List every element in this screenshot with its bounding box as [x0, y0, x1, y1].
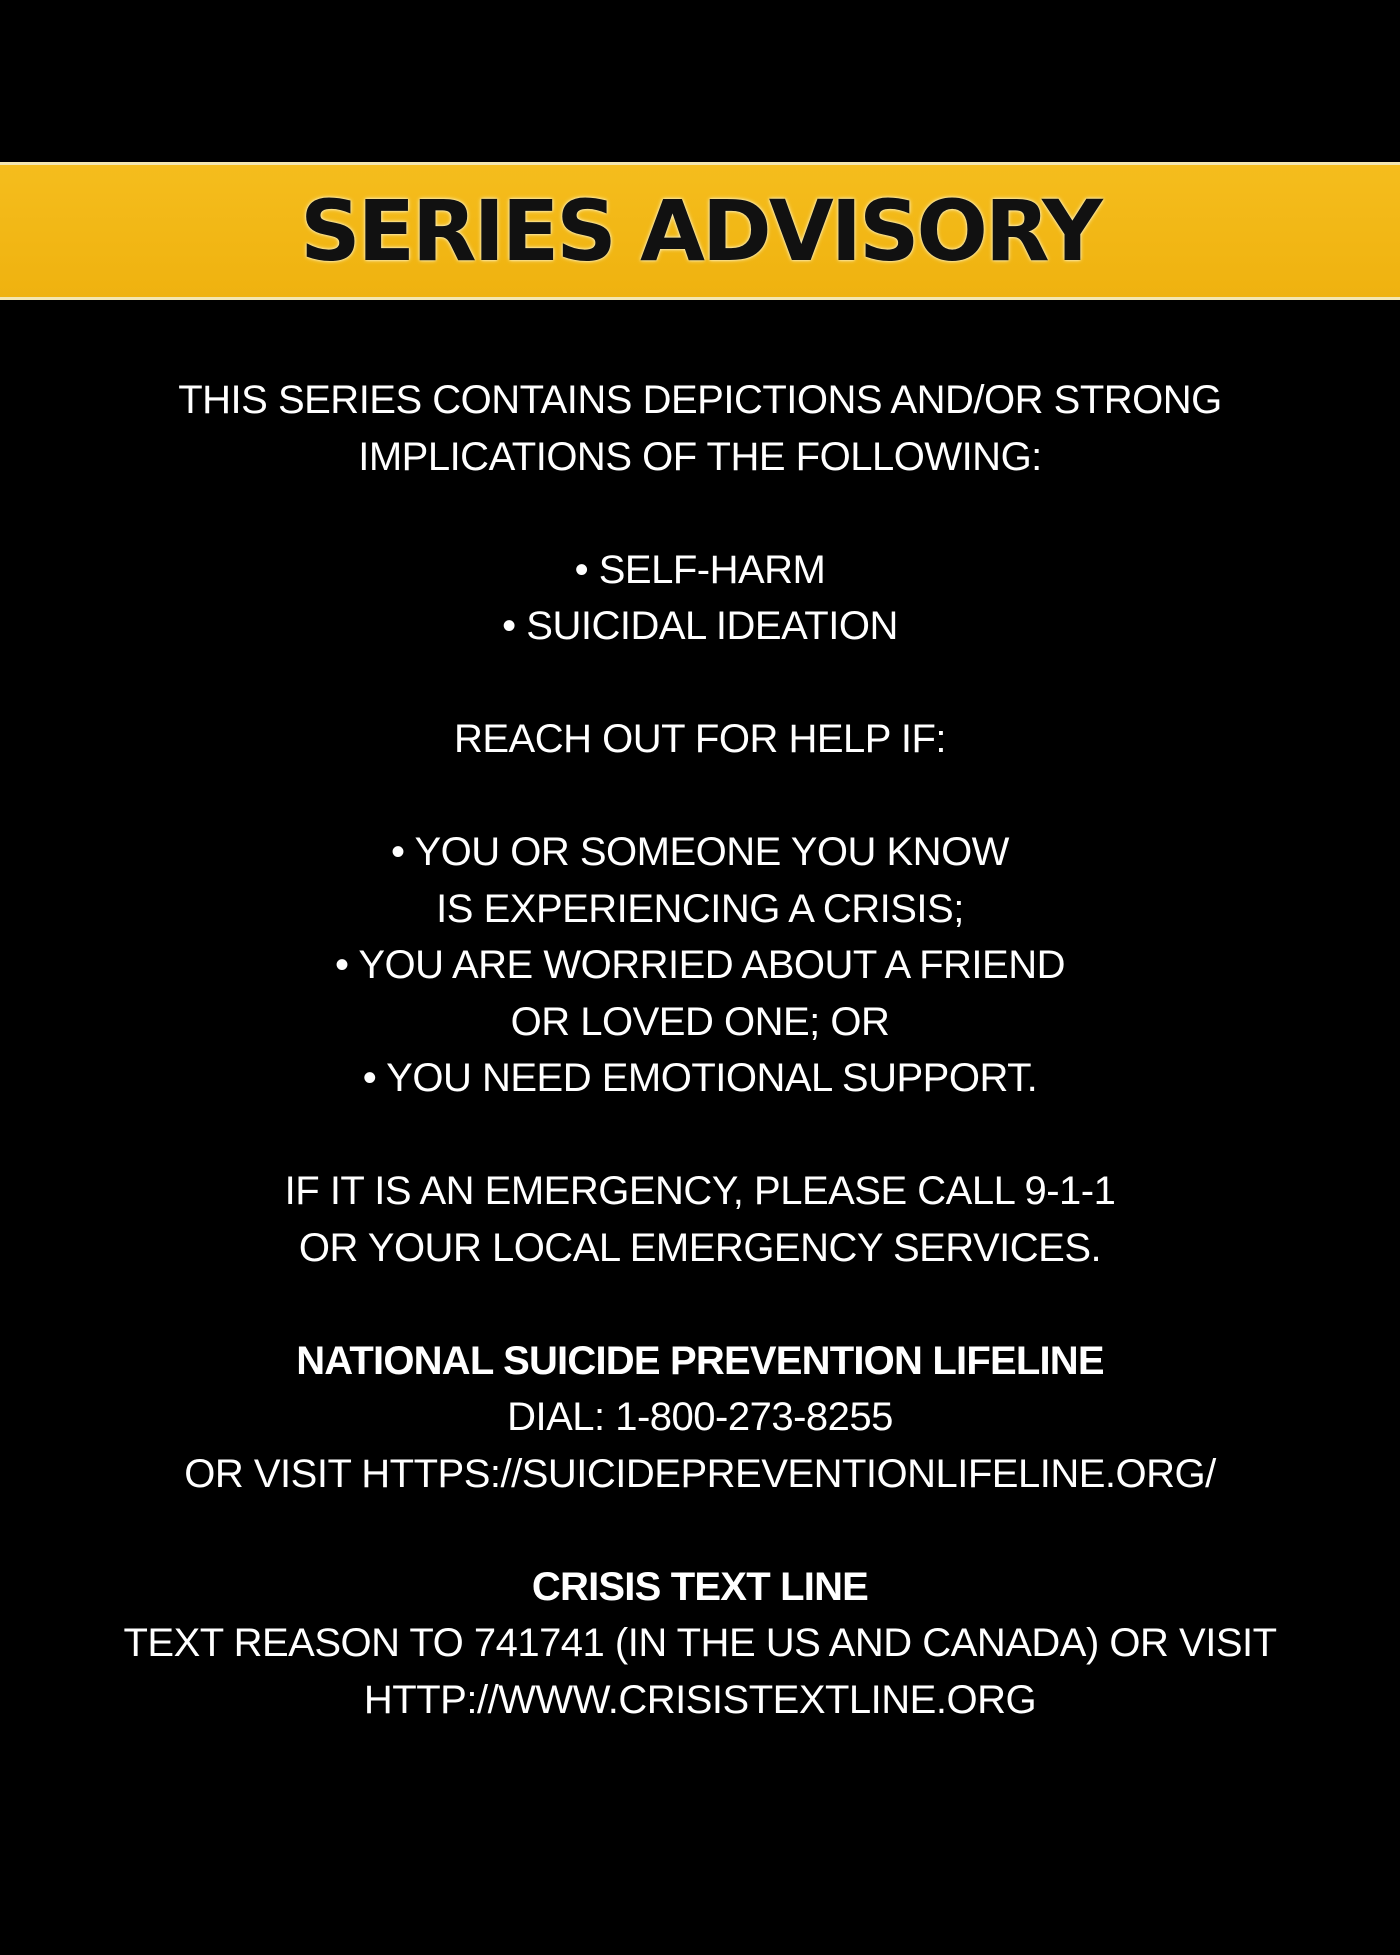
advisory-content: [0, 372, 1400, 1728]
crisis-text-line-name: CRISIS TEXT LINE: [531, 1564, 869, 1609]
advisory-title: SERIES ADVISORY: [300, 182, 1100, 280]
spacer: [0, 485, 1400, 542]
spacer: [0, 655, 1400, 712]
reason-line-5: • YOU NEED EMOTIONAL SUPPORT.: [362, 1056, 1038, 1100]
advisory-banner: [0, 162, 1400, 300]
lifeline-name: NATIONAL SUICIDE PREVENTION LIFELINE: [296, 1338, 1104, 1383]
spacer: [0, 1502, 1400, 1559]
reason-line-4: OR LOVED ONE; OR: [510, 999, 890, 1044]
spacer: [0, 1107, 1400, 1164]
spacer: [0, 768, 1400, 825]
reach-out-heading: REACH OUT FOR HELP IF:: [453, 717, 947, 761]
intro-line-1: THIS SERIES CONTAINS DEPICTIONS AND/OR STRONG: [178, 378, 1222, 422]
emergency-line-2: OR YOUR LOCAL EMERGENCY SERVICES.: [298, 1225, 1102, 1270]
spacer: [0, 1276, 1400, 1333]
reason-line-2: IS EXPERIENCING A CRISIS;: [436, 886, 964, 931]
reason-line-1: • YOU OR SOMEONE YOU KNOW: [391, 830, 1009, 874]
lifeline-dial: DIAL: 1-800-273-8255: [507, 1395, 893, 1439]
crisis-text-line-url: HTTP://WWW.CRISISTEXTLINE.ORG: [363, 1677, 1037, 1722]
crisis-text-line-text: TEXT REASON TO 741741 (IN THE US AND CANADA) OR VISIT: [123, 1621, 1277, 1665]
reason-line-3: • YOU ARE WORRIED ABOUT A FRIEND: [334, 943, 1065, 987]
emergency-line-1: IF IT IS AN EMERGENCY, PLEASE CALL 9-1-1: [284, 1169, 1116, 1213]
intro-line-2: IMPLICATIONS OF THE FOLLOWING:: [358, 434, 1042, 479]
topic-self-harm: • SELF-HARM: [574, 547, 826, 592]
lifeline-visit: OR VISIT HTTPS://SUICIDEPREVENTIONLIFELINE.ORG/: [184, 1451, 1216, 1496]
topic-suicidal-ideation: • SUICIDAL IDEATION: [502, 604, 898, 648]
